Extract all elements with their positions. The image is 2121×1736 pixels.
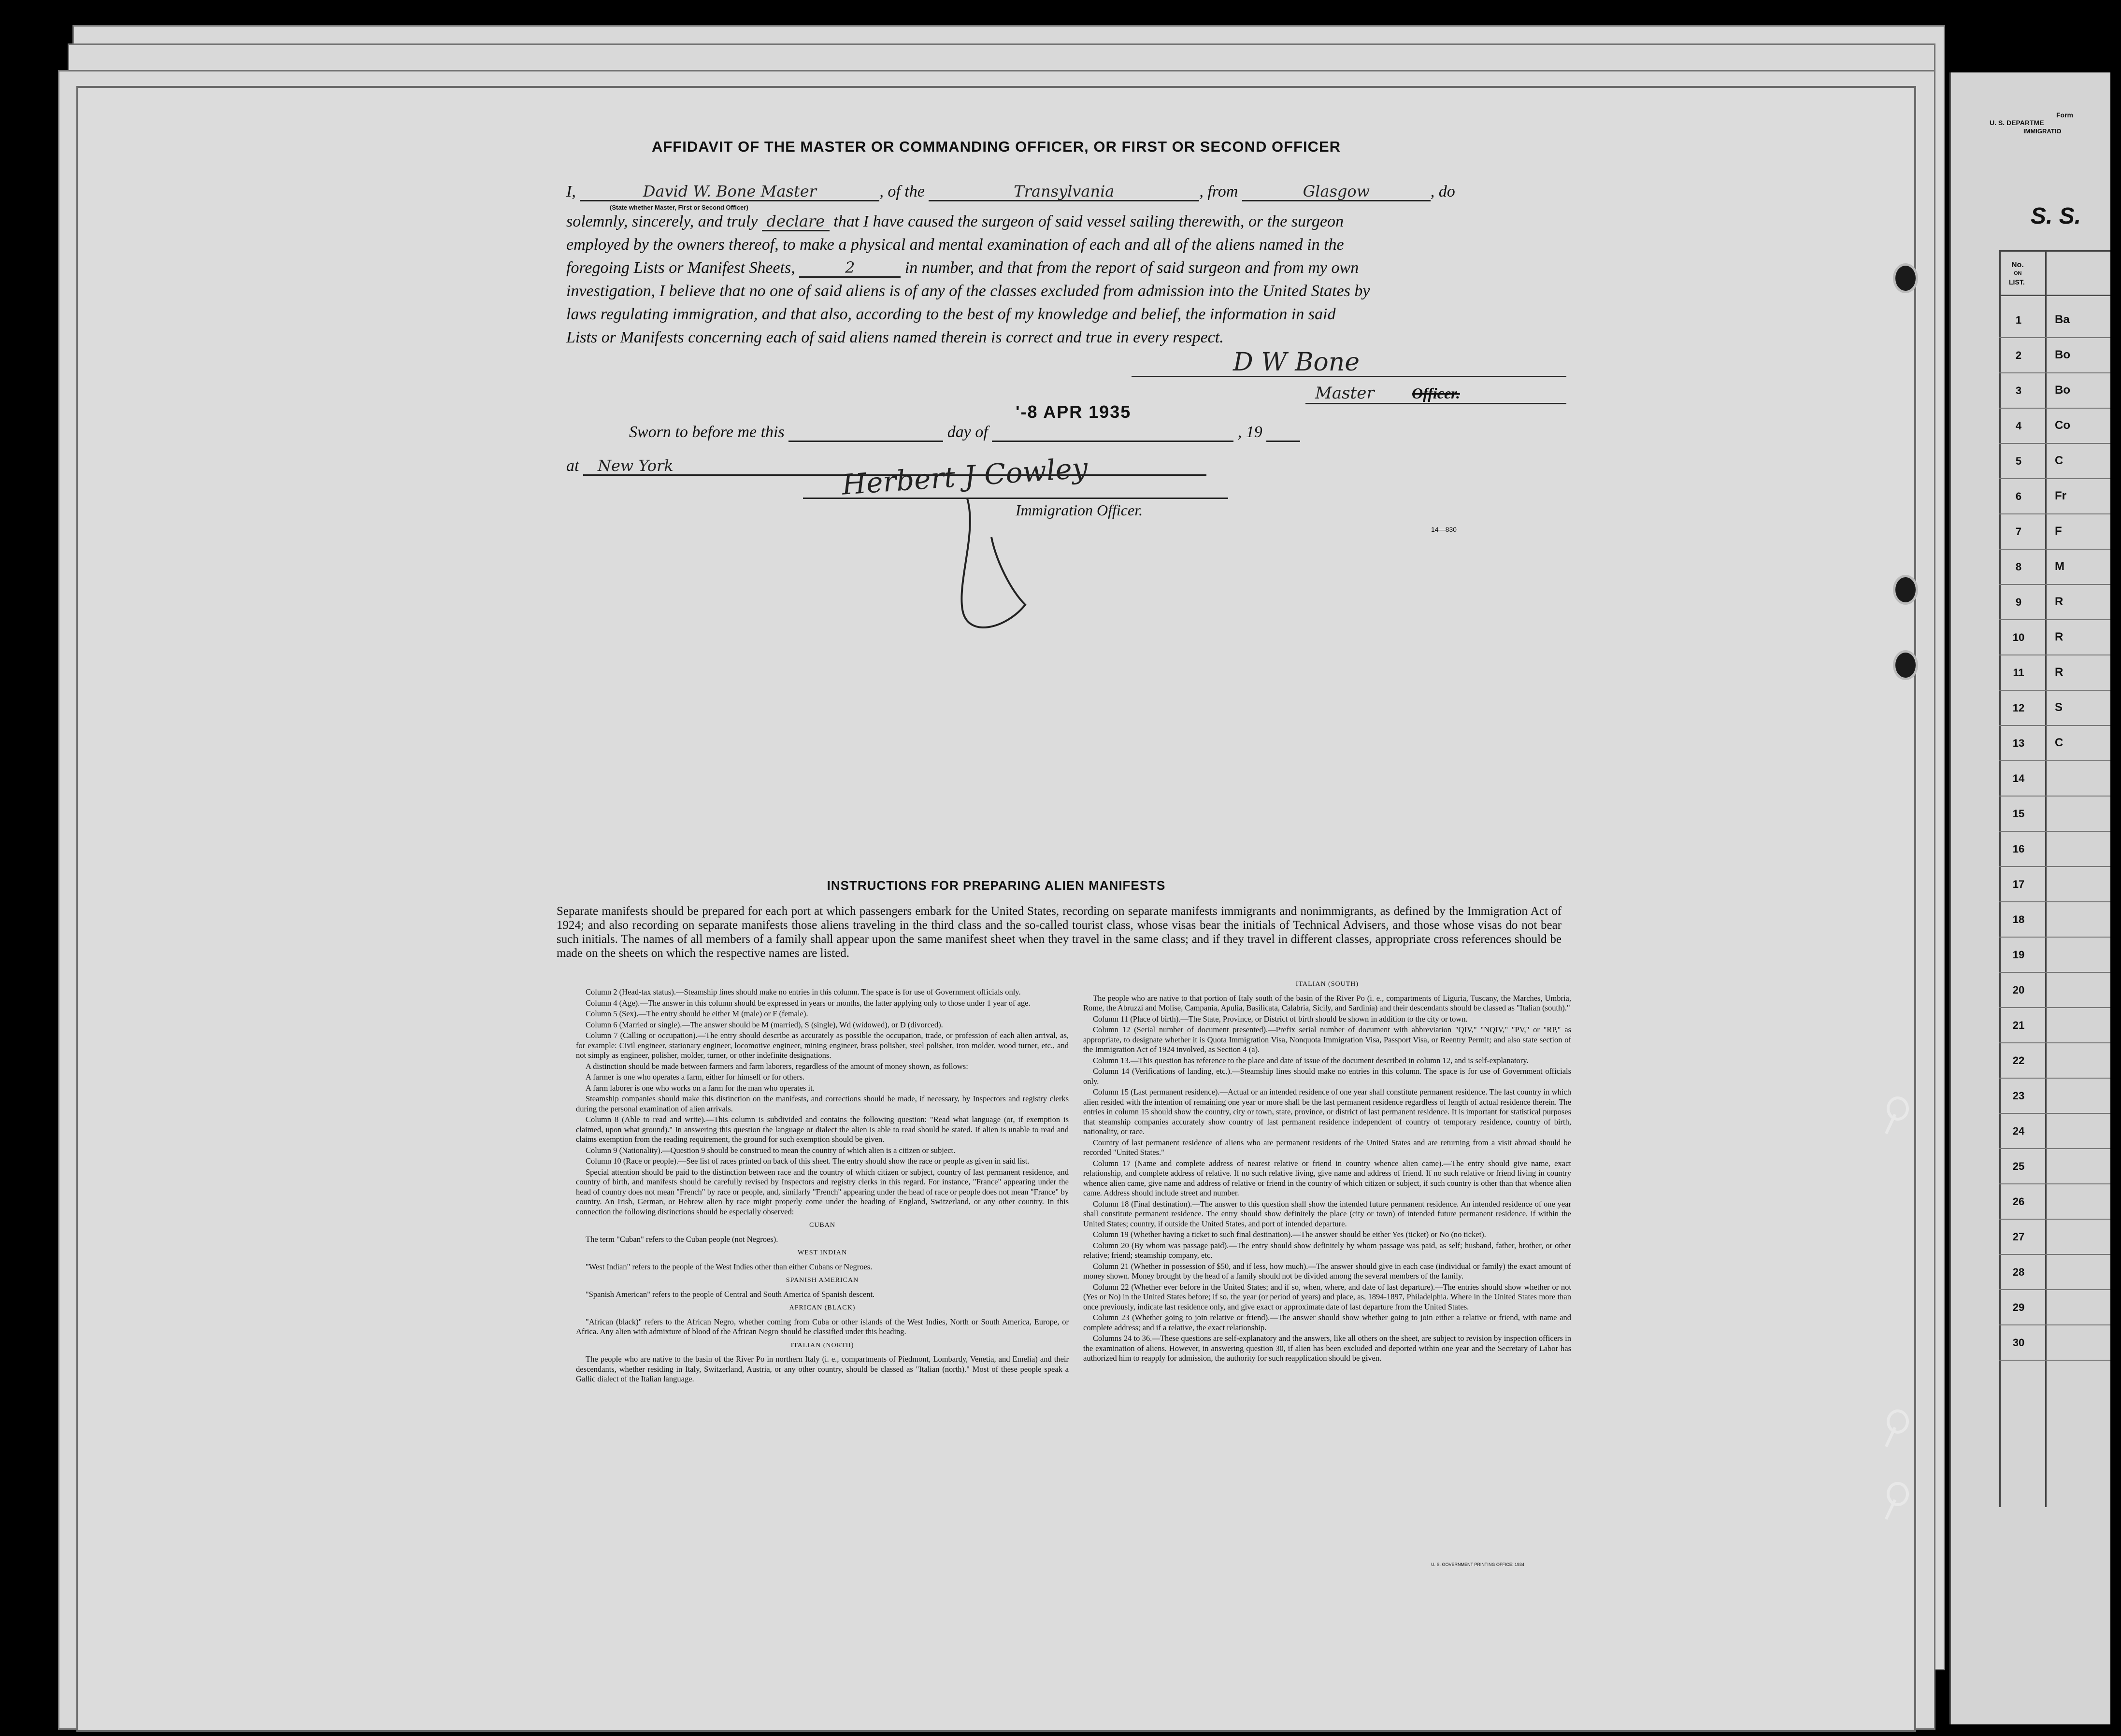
row-number: 21 (2012, 1019, 2025, 1031)
col-head-list: LIST. (2009, 278, 2025, 286)
row-number: 22 (2012, 1054, 2025, 1067)
sheet-count-field: 2 (799, 259, 901, 278)
row-number: 4 (2015, 420, 2022, 432)
binder-ring (1887, 1096, 1909, 1121)
officer-line (803, 498, 1228, 499)
row-rule (1999, 443, 2110, 444)
row-name-fragment: R (2055, 630, 2064, 643)
instruction-paragraph: A distinction should be made between farmers and farm laborers, regardless of the amount of money shown, as follows: (586, 1061, 968, 1071)
of-the-text: , of the (879, 183, 925, 200)
do-text: , do (1430, 183, 1455, 200)
instruction-paragraph: Column 7 (Calling or occupation).—The entry should describe as accurately as possible the occupation, trade, or profession of each alien arrival, as, for example: Civil engineer, stationary engineer, locomotive engineer, mining engineer, brass polisher, steel polisher, iron molder, wood turner, etc., and not simply as engineer, polisher, molder, turner, or other indefinite designations. (576, 1031, 1069, 1060)
row-number: 1 (2015, 314, 2022, 326)
declare-field: declare (762, 213, 830, 231)
row-name-fragment: Co (2055, 419, 2070, 432)
row-number: 10 (2012, 631, 2025, 643)
cuban-text: The term "Cuban" refers to the Cuban people (not Negroes). (586, 1234, 778, 1244)
row-rule (1999, 725, 2110, 726)
col-head-no: No. (2011, 261, 2024, 269)
african-text: "African (black)" refers to the African Negro, whether coming from Cuba or other islands of the West Indies, North or South America, Europe, or Africa. Any alien with admixture of blood of the African Negro should be classified under this heading. (576, 1317, 1069, 1336)
instruction-paragraph: Column 5 (Sex).—The entry should be either M (male) or F (female). (586, 1009, 808, 1018)
instruction-paragraph: Column 8 (Able to read and write).—This column is subdivided and contains the following question: "Read what language (or, if exemption is claimed, upon what ground)." In answering this question the language or dialect the alien is able to read should be stated. If alien is unable to read and claims exemption from the reading requirement, the ground for such exemption should be given. (576, 1115, 1069, 1144)
master-name-field: David W. Bone Master (580, 183, 879, 201)
row-number: 5 (2015, 455, 2022, 467)
instruction-paragraph: Column 22 (Whether ever before in the United States; and if so, when, where, and date of last departure).—The entries should show whether or not (Yes or No) in the United States before; if so, the year (or period of years) and place, as, 1894-1897, Philadelphia. Where in the United States more than once previously, indicate last residence only, and give exact or approximate date of last departure from the United States. (1083, 1282, 1571, 1311)
from-text: , from (1199, 183, 1238, 200)
col-head-on: ON (2014, 270, 2022, 276)
sworn-line (629, 420, 1610, 444)
printing-office: U. S. GOVERNMENT PRINTING OFFICE: 1934 (1431, 1562, 1524, 1567)
affidavit-line-7: Lists or Manifests concerning each of said aliens named therein is correct and true in every respect. (566, 328, 1224, 346)
row-rule (1999, 478, 2110, 479)
instruction-paragraph: Column 23 (Whether going to join relative or friend).—The answer should show whether going to join either a relative or friend, with name and complete address; and if a relative, the exact relationship. (1083, 1313, 1571, 1332)
header-rule-bottom (1999, 295, 2110, 296)
affidavit-line-5: investigation, I believe that no one of said aliens is of any of the classes excluded from admission into the United States by (566, 282, 1370, 300)
instructions-title: INSTRUCTIONS FOR PREPARING ALIEN MANIFESTS (827, 878, 1166, 893)
instruction-paragraph: Column 20 (By whom was passage paid).—The entry should show definitely by whom passage was paid, as self; husband, father, brother, or other relative; friend; steamship company, etc. (1083, 1240, 1571, 1260)
binder-hole (1893, 575, 1918, 605)
row-rule (1999, 513, 2110, 514)
row-rule (1999, 1324, 2110, 1325)
row-rule (1999, 1360, 2110, 1361)
row-number: 23 (2012, 1090, 2025, 1102)
header-rule (1999, 250, 2110, 252)
day-of-text: day of (947, 423, 988, 441)
year-prefix: , 19 (1237, 423, 1262, 441)
immigration-officer-signature: Herbert J Cowley (841, 451, 1089, 501)
row-number: 3 (2015, 384, 2022, 397)
affidavit-line-3: employed by the owners thereof, to make a physical and mental examination of each and all of the aliens named in the (566, 236, 1344, 254)
row-rule (1999, 1183, 2110, 1184)
row-number: 8 (2015, 561, 2022, 573)
italian-south-heading: ITALIAN (SOUTH) (1295, 981, 1359, 988)
row-number: 9 (2015, 596, 2022, 608)
officer-title: Immigration Officer. (1016, 501, 1143, 519)
row-number: 16 (2012, 843, 2025, 855)
row-rule (1999, 1289, 2110, 1290)
row-rule (1999, 1007, 2110, 1008)
row-number: 26 (2012, 1195, 2025, 1208)
row-name-fragment: M (2055, 560, 2064, 573)
instruction-paragraph: Column 17 (Name and complete address of nearest relative or friend in country whence alien came).—The entry should give name, exact relationship, and complete address of relative. If no such relative living, give name and address of friend. If no such relative or friend living in country whence alien came, give name and address of relative or friend in the country of which citizen or subject, if such country is other than that whence alien came. Address should include street and number. (1083, 1158, 1571, 1197)
row-rule (1999, 796, 2110, 797)
row-number: 19 (2012, 949, 2025, 961)
west-indian-text: "West Indian" refers to the people of the West Indies other than either Cubans or Negroes. (586, 1262, 873, 1271)
master-signature: D W Bone (1233, 348, 1360, 377)
row-name-fragment: C (2055, 736, 2064, 749)
cuban-heading: CUBAN (809, 1222, 835, 1229)
row-name-fragment: R (2055, 595, 2064, 608)
sworn-prefix: Sworn to before me this (629, 423, 785, 441)
line2-b: that I have caused the surgeon of said vessel sailing therewith, or the surgeon (833, 213, 1344, 230)
row-rule (1999, 1219, 2110, 1220)
instruction-paragraph: Column 12 (Serial number of document presented).—Prefix serial number of document with abbreviation "QIV," "NQIV," "PV," or "RP," as appropriate, to designate whether it is Quota Immigration Visa, Nonquota Immigration Visa, Passport Visa, or Reentry Permit; and also state section of the Immigration Act of 1924 involved, as Section 4 (a). (1083, 1025, 1571, 1054)
row-rule (1999, 372, 2110, 373)
row-rule (1999, 549, 2110, 550)
instruction-paragraph: Column 21 (Whether in possession of $50, and if less, how much).—The answer should give in each case (individual or family) the exact amount of money shown. Money brought by the head of a family should not be divided among the several members of the family. (1083, 1261, 1571, 1281)
row-number: 6 (2015, 490, 2022, 502)
row-number: 24 (2012, 1125, 2025, 1137)
row-rule (1999, 1113, 2110, 1114)
instruction-paragraph: Steamship companies should make this distinction on the manifests, and corrections should be made, if necessary, by Inspectors and registry clerks during the personal examination of alien arrivals. (576, 1094, 1069, 1113)
row-number: 30 (2012, 1337, 2025, 1349)
row-number: 14 (2012, 772, 2025, 784)
instruction-paragraph: A farm laborer is one who works on a farm for the man who operates it. (586, 1083, 815, 1093)
row-rule (1999, 866, 2110, 867)
row-number: 7 (2015, 526, 2022, 538)
row-number: 27 (2012, 1231, 2025, 1243)
row-rule (1999, 1148, 2110, 1149)
row-rule (1999, 1042, 2110, 1043)
row-number: 15 (2012, 808, 2025, 820)
row-number: 2 (2015, 349, 2022, 361)
instruction-paragraph: Column 6 (Married or single).—The answer should be M (married), S (single), Wd (widowed), or D (divorced). (586, 1020, 943, 1029)
row-rule (1999, 690, 2110, 691)
row-rule (1999, 619, 2110, 620)
instruction-paragraph: Column 9 (Nationality).—Question 9 should be construed to mean the country of which alien is a citizen or subject. (586, 1145, 956, 1155)
row-number: 20 (2012, 984, 2025, 996)
binder-ring (1887, 1482, 1909, 1506)
manifest-page (76, 86, 1916, 1732)
state-note: (State whether Master, First or Second Officer) (610, 204, 748, 211)
right-paragraphs (1083, 994, 1571, 1364)
west-indian-heading: WEST INDIAN (797, 1249, 847, 1256)
instruction-paragraph: Columns 24 to 36.—These questions are self-explanatory and the answers, like all others on the sheet, are subject to revision by inspection officers in the examination of aliens. However, in answering question 30, if alien has been excluded and deported within one year and the Secretary of Labor has authorized him to reapply for admission, the authority for such reapplication should be given. (1083, 1334, 1571, 1363)
sworn-day-field (788, 423, 943, 442)
binder-hole (1893, 650, 1918, 680)
row-number: 28 (2012, 1266, 2025, 1278)
form-code: 14—830 (1431, 526, 1457, 533)
binder-ring (1887, 1409, 1909, 1434)
line2-a: solemnly, sincerely, and truly (566, 213, 758, 230)
row-name-fragment: Bo (2055, 348, 2070, 361)
officer-label: Officer. (1412, 384, 1460, 402)
affidavit-title: AFFIDAVIT OF THE MASTER OR COMMANDING OFFICER, OR FIRST OR SECOND OFFICER (651, 138, 1341, 155)
date-stamp: '-8 APR 1935 (1016, 402, 1132, 422)
instruction-paragraph: Column 18 (Final destination).—The answer to this question shall show the intended future permanent residence. An intended residence of one year shall constitute permanent residence. The entry should show definitely the place (city or town) of intended future permanent residence, if within the United States; country, if outside the United States, and port of intended departure. (1083, 1199, 1571, 1228)
signature-line (1132, 376, 1566, 377)
instruction-paragraph: A farmer is one who operates a farm, either for himself or for others. (586, 1072, 805, 1081)
left-paragraphs (576, 987, 1069, 1217)
instruction-paragraph: Column 19 (Whether having a ticket to such final destination).—The answer should be either Yes (ticket) or No (no ticket). (1093, 1230, 1486, 1239)
row-name-fragment: Fr (2055, 489, 2066, 502)
row-rule (1999, 937, 2110, 938)
italian-north-text: The people who are native to the basin of the River Po in northern Italy (i. e., compartments of Piedmont, Lombardy, Venetia, and Emelia) and their descendants, whether residing in Italy, Switzerland, Austria, or any other country, should be classed as "Italian (north)." Most of these people speak a Gallic dialect of the Italian language. (576, 1354, 1069, 1383)
row-number: 11 (2013, 667, 2024, 679)
spanish-american-text: "Spanish American" refers to the people of Central and South America of Spanish descent. (586, 1289, 875, 1299)
row-rule (1999, 901, 2110, 902)
dept-label: U. S. DEPARTME (1990, 119, 2044, 127)
instruction-paragraph: Column 10 (Race or people).—See list of races printed on back of this sheet. The entry should show the race or people as given in said list. (586, 1156, 1030, 1166)
instruction-paragraph: Column 4 (Age).—The answer in this column should be expressed in years or months, the latter applying only to those under 1 year of age. (586, 998, 1031, 1008)
instruction-paragraph: Country of last permanent residence of aliens who are permanent residents of the United States and are returning from a visit abroad should be recorded "United States." (1083, 1138, 1571, 1157)
row-rule (1999, 408, 2110, 409)
instructions-left-column (576, 987, 1069, 1385)
row-rule (1999, 972, 2110, 973)
line4-a: foregoing Lists or Manifest Sheets, (566, 259, 795, 277)
row-column-rule (2045, 251, 2047, 1507)
row-name-fragment: Bo (2055, 384, 2070, 397)
affidavit-line-6: laws regulating immigration, and that also, according to the best of my knowledge and belief, the information in said (566, 305, 1336, 323)
instruction-paragraph: Column 2 (Head-tax status).—Steamship lines should make no entries in this column. The space is for use of Government officials only. (586, 987, 1021, 996)
row-rule (1999, 1078, 2110, 1079)
row-rule (1999, 584, 2110, 585)
row-column-rule-left (1999, 251, 2001, 1507)
adjacent-manifest-sheet (1949, 72, 2110, 1724)
sworn-year-field (1266, 423, 1300, 442)
place-field: New York (583, 457, 1206, 476)
row-number: 12 (2012, 702, 2025, 714)
affidavit-line-1 (566, 180, 1547, 204)
immigration-label: IMMIGRATIO (2023, 128, 2062, 135)
row-name-fragment: F (2055, 525, 2062, 538)
instructions-right-column (1083, 976, 1571, 1365)
row-name-fragment: Ba (2055, 313, 2070, 326)
row-rule (1999, 760, 2110, 761)
instruction-paragraph: Column 11 (Place of birth).—The State, Province, or District of birth should be shown in addition to the city or town. (1093, 1014, 1468, 1024)
affidavit-line-2 (566, 210, 1547, 234)
rank-line (1305, 403, 1566, 404)
spanish-american-heading: SPANISH AMERICAN (786, 1277, 859, 1284)
sworn-month-field (992, 423, 1233, 442)
row-rule (1999, 1254, 2110, 1255)
instruction-paragraph: The people who are native to that portion of Italy south of the basin of the River Po (i. e., compartments of Liguria, Tuscany, the Marches, Umbria, Rome, the Abruzzi and Molise, Campania, Apulia, Basilicata, Calabria, Sicily, and Sardinia) and their descendants should be classed as "Italian (south)." (1083, 993, 1571, 1012)
row-number: 25 (2012, 1160, 2025, 1172)
row-number: 17 (2012, 878, 2025, 890)
form-label: Form (2056, 111, 2073, 119)
row-number: 13 (2012, 737, 2025, 749)
row-number: 18 (2012, 913, 2025, 925)
vessel-name-field: Transylvania (929, 183, 1199, 201)
instruction-paragraph: Special attention should be paid to the distinction between race and the country of which citizen or subject, country of last permanent residence, and country of birth, and manifests should be carefully revised by Inspectors and registry clerks in this regard. For instance, "France" appearing under the head of country does not mean "French" by race or people, and, similarly "French" appearing under the head of race or people does not mean "France" by country. An Irish, German, or Hebrew alien by race might properly come under the heading of England, Switzerland, or any other country. In this connection the following distinctions should be especially observed: (576, 1167, 1069, 1216)
row-name-fragment: R (2055, 666, 2064, 679)
instruction-paragraph: Column 14 (Verifications of landing, etc.).—Steamship lines should make no entries in this column. The space is for use of Government officials only. (1083, 1067, 1571, 1086)
ss-label: S. S. (2031, 203, 2081, 229)
affidavit-i: I, (566, 183, 576, 200)
line4-b: in number, and that from the report of said surgeon and from my own (904, 259, 1359, 277)
instruction-paragraph: Column 15 (Last permanent residence).—Actual or an intended residence of one year shall constitute permanent residence. The last country in which alien resided with the intention of remaining one year or more shall be the last permanent residence regardless of length of actual residence therein. The entries in column 15 should show the country, city or town, state, province, or district of last permanent residence. It is important for statistical purposes that steamship companies accurately show country of last permanent residence independent of country of temporary residence, country of birth, nationality, or race. (1083, 1087, 1571, 1136)
instruction-paragraph: Column 13.—This question has reference to the place and date of issue of the document described in column 12, and is self-explanatory. (1093, 1055, 1529, 1065)
row-name-fragment: S (2055, 701, 2063, 714)
binder-hole (1893, 263, 1918, 293)
row-rule (1999, 831, 2110, 832)
rank-written: Master (1315, 384, 1375, 403)
affidavit-line-4 (566, 256, 1547, 280)
italian-north-heading: ITALIAN (NORTH) (790, 1341, 854, 1349)
at-text: at (566, 457, 579, 475)
row-rule (1999, 337, 2110, 338)
instructions-intro: Separate manifests should be prepared for each port at which passengers embark for the United States, recording on separate manifests immigrants and nonimmigrants, as defined by the Immigration Act of 1924; and also recording on separate manifests those aliens traveling in the third class and the so-called tourist class, whose visas bear the initials of Technical Advisers, and those whose visas do not bear such initials. The names of all members of a family shall appear upon the same manifest sheet when they travel in the same class; and if they travel in different classes, appropriate cross references should be made on the sheets on which the respective names are listed. (557, 905, 1562, 960)
row-name-fragment: C (2055, 454, 2064, 467)
row-number: 29 (2012, 1301, 2025, 1313)
african-heading: AFRICAN (BLACK) (789, 1304, 856, 1311)
port-field: Glasgow (1242, 183, 1431, 201)
